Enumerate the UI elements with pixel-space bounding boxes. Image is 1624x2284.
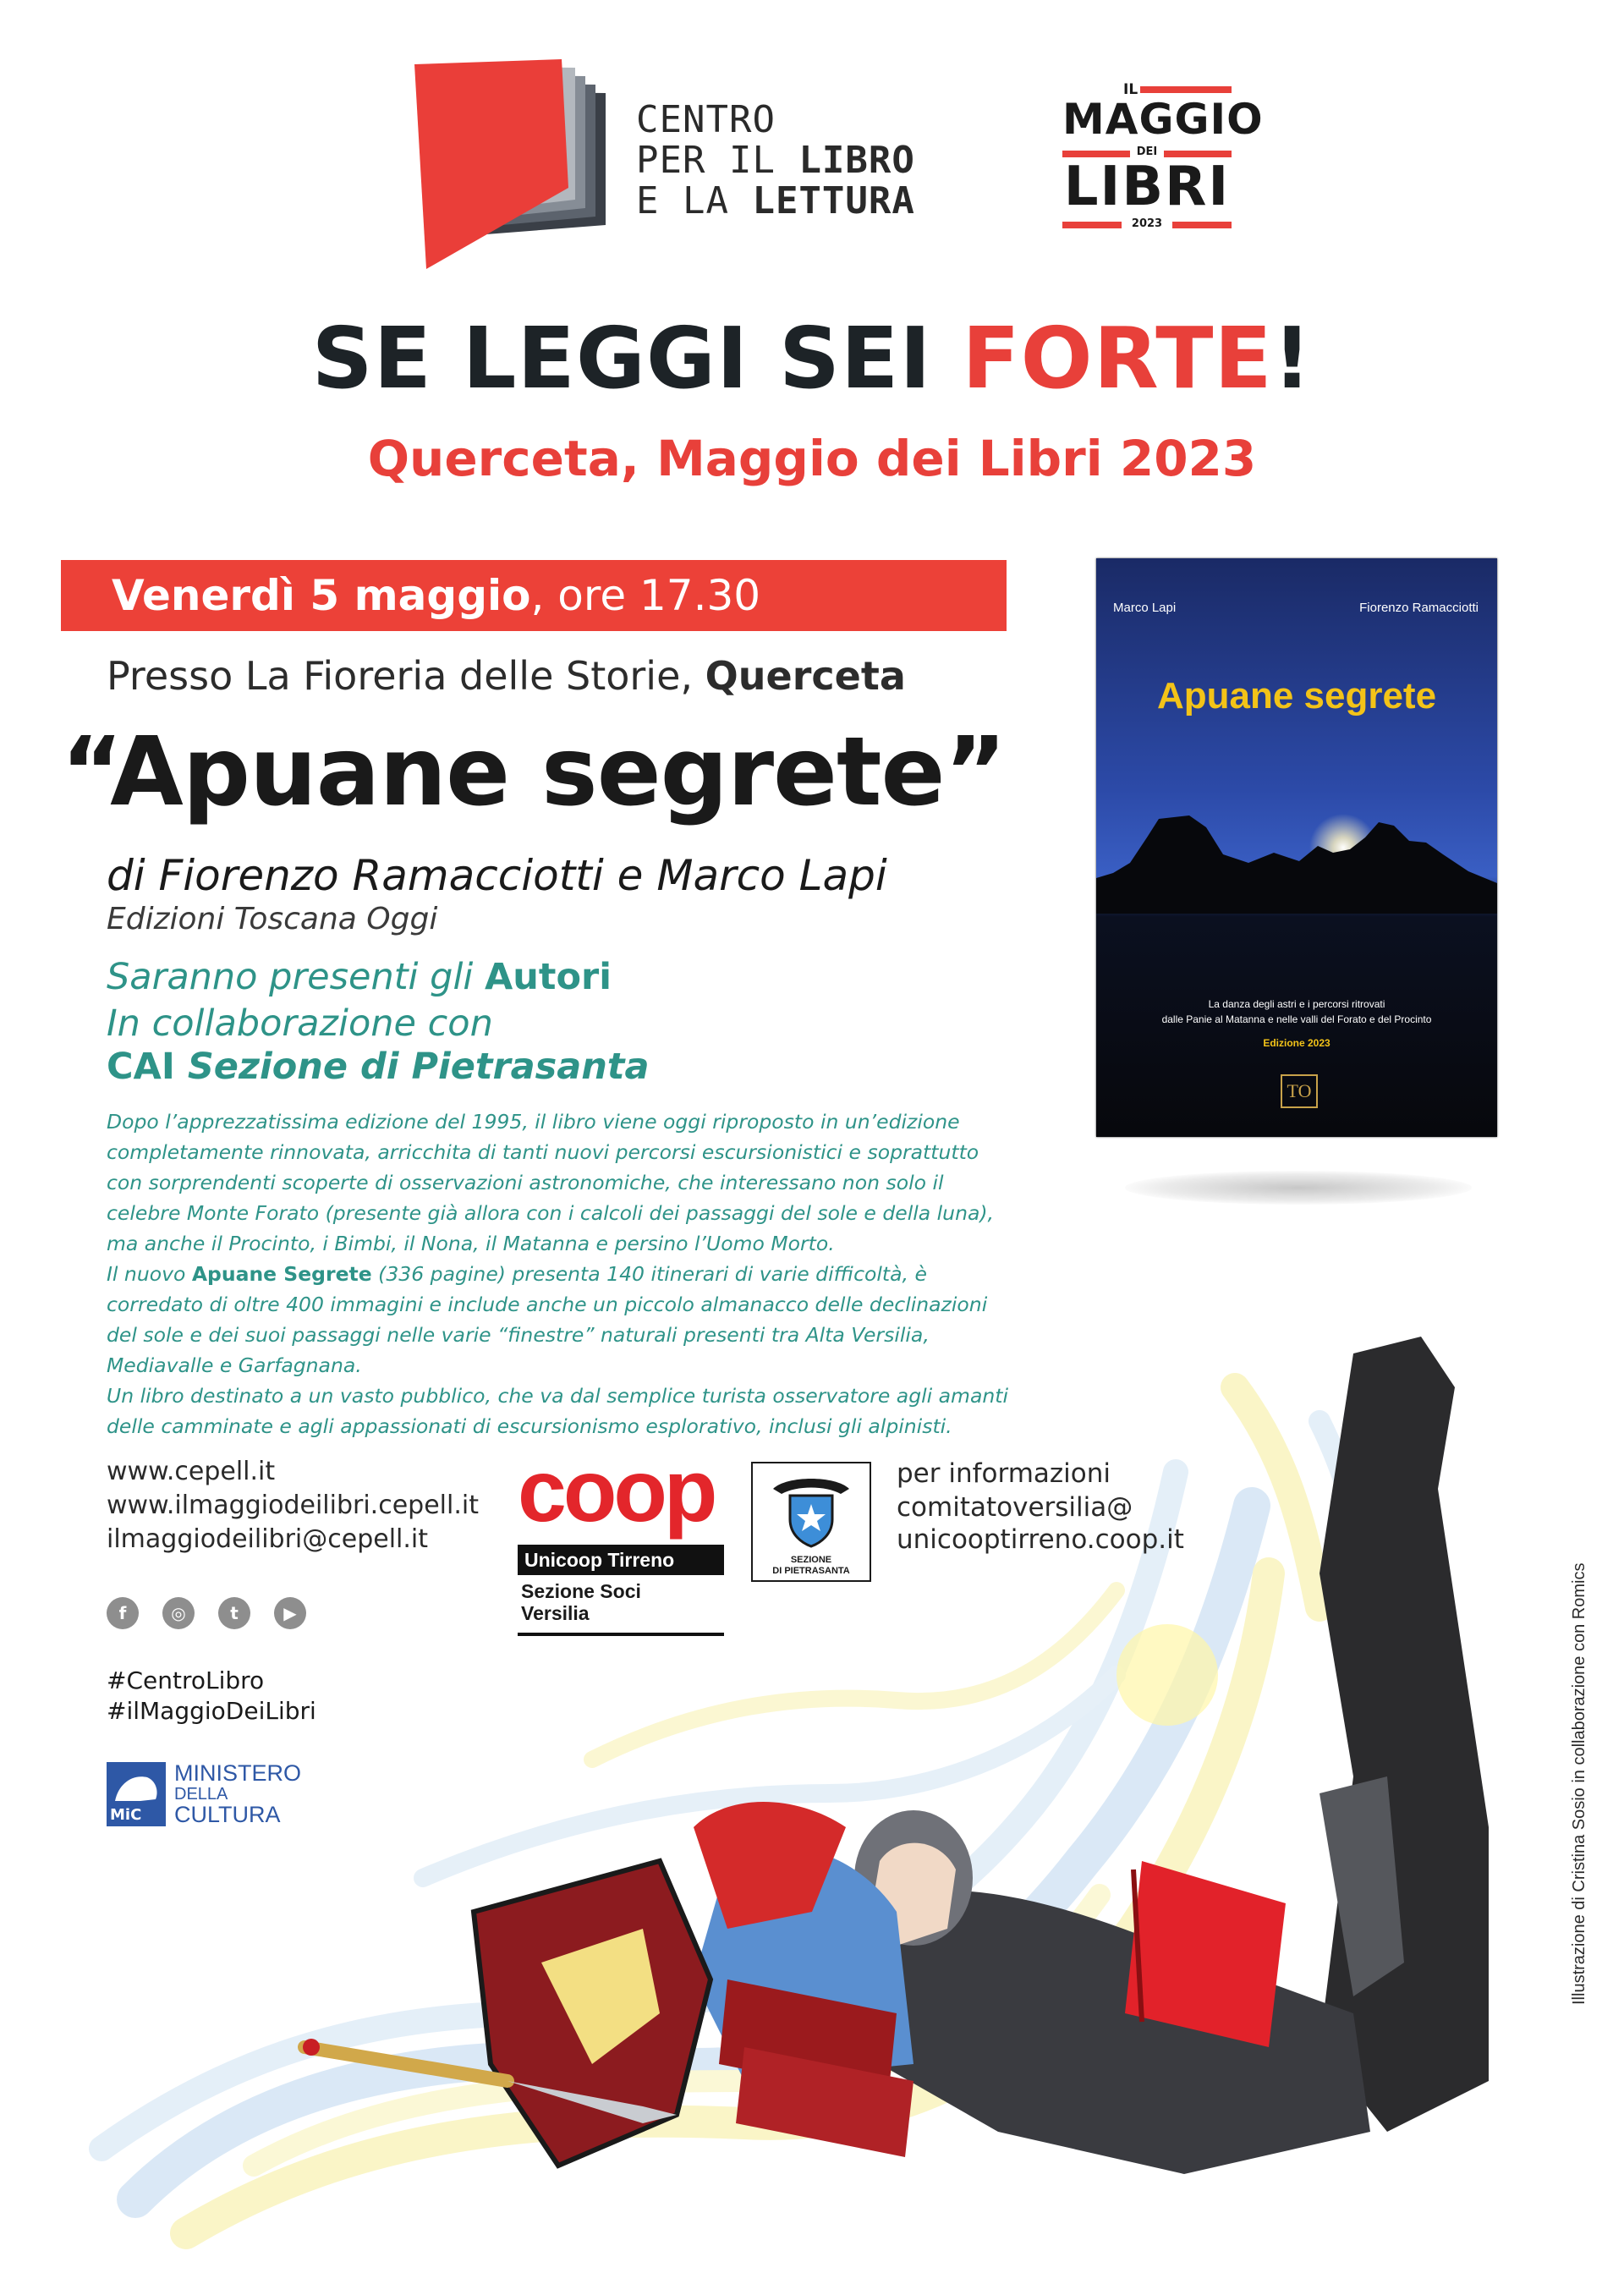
cover-author-right: Fiorenzo Ramacciotti: [1359, 601, 1479, 615]
coop-band: Unicoop Tirreno: [518, 1545, 724, 1575]
link-maggiodeilibri[interactable]: www.ilmaggiodeilibri.cepell.it: [107, 1491, 479, 1520]
youtube-icon[interactable]: ▶: [274, 1597, 306, 1629]
book-publisher: Edizioni Toscana Oggi: [107, 902, 438, 936]
link-cepell[interactable]: www.cepell.it: [107, 1457, 276, 1486]
info-email[interactable]: comitatoversilia@: [897, 1492, 1133, 1523]
description-paragraph: Il nuovo Apuane Segrete (336 pagine) presenta 140 itinerari di varie difficoltà, è corredato di oltre 400 immagini e include anche un piccolo almanacco delle declinazioni del sole e dei suoi passaggi nelle varie “finestre” naturali presenti tra Alta Versilia, Mediavalle e Garfagnana.: [107, 1262, 988, 1377]
cover-subtitle: La danza degli astri e i percorsi ritrovati dalle Panie al Matanna e nelle valli del Forato e del Procinto: [1161, 998, 1432, 1025]
cepell-line3: E LA LETTURA: [636, 179, 915, 222]
ministry-text: MINISTERO DELLA CULTURA: [174, 1760, 302, 1827]
logo-maggio: MAGGIO: [1062, 95, 1264, 144]
coop-rule: [518, 1633, 724, 1636]
info-label: per informazioni: [897, 1458, 1111, 1489]
cepell-line2: PER IL LIBRO: [636, 139, 915, 182]
cover-edition: Edizione 2023: [1263, 1037, 1330, 1049]
cover-title: Apuane segrete: [1156, 675, 1437, 716]
event-date: Venerdì 5 maggio, ore 17.30: [112, 571, 761, 620]
cepell-logo: [414, 59, 956, 279]
twitter-icon[interactable]: t: [218, 1597, 250, 1629]
coop-logo: [518, 1442, 726, 1639]
info-email[interactable]: unicooptirreno.coop.it: [897, 1524, 1184, 1555]
cover-mountains-image: [1096, 812, 1497, 914]
book-title: “Apuane segrete”: [61, 717, 1007, 827]
book-shadow: [1125, 1171, 1472, 1205]
facebook-icon[interactable]: f: [107, 1597, 139, 1629]
cai-badge-text: SEZIONE DI PIETRASANTA: [772, 1555, 850, 1576]
instagram-icon[interactable]: ◎: [162, 1597, 195, 1629]
book-cover: [1096, 558, 1497, 1137]
authors-present: Saranno presenti gli Autori: [107, 956, 612, 998]
cepell-book-icon: [414, 59, 617, 279]
logo-dei: DEI: [1136, 145, 1158, 158]
description-paragraph: Un libro destinato a un vasto pubblico, che va dal semplice turista osservatore agli amanti delle camminate e agli appassionati di escursionismo esplorativo, inclusi gli alpinisti.: [107, 1384, 1008, 1438]
illustration-credit: Illustrazione di Cristina Sosio in collaborazione con Romics: [1570, 1562, 1588, 2005]
logo-bar: [1140, 86, 1232, 93]
coop-section: Versilia: [521, 1602, 590, 1624]
cover-publisher-logo: TO: [1281, 1074, 1318, 1108]
cai-badge: [751, 1462, 871, 1582]
cepell-line1: CENTRO: [636, 98, 776, 141]
maggio-dei-libri-logo: [1062, 80, 1264, 232]
coop-section: Sezione Soci: [521, 1580, 641, 1602]
ministry-of-culture-logo: [107, 1762, 318, 1831]
hashtag-maggiodeilibri: #ilMaggioDeiLibri: [107, 1697, 316, 1725]
description-paragraph: Dopo l’apprezzatissima edizione del 1995, il libro viene oggi riproposto in un’edizione completamente rinnovata, arricchita di tanti nuovi percorsi escursionistici e soprattutto con sorprendenti scoperte di osservazioni astronomiche, che interessano non solo il celebre Monte Forato (presente già allora con i calcoli dei passaggi del sole e della luna), ma anche il Procinto, i Bimbi, il Nona, il Matanna e persino l’Uomo Morto.: [107, 1110, 994, 1255]
logo-il: IL: [1123, 81, 1138, 98]
cai-section: CAI Sezione di Pietrasanta: [107, 1046, 650, 1088]
cai-emblem-icon: [753, 1463, 870, 1553]
hashtag-centrolibro: #CentroLibro: [107, 1666, 265, 1694]
collaboration-label: In collaborazione con: [107, 1002, 493, 1045]
cover-author-left: Marco Lapi: [1113, 601, 1177, 615]
date-banner: [61, 560, 1007, 631]
link-email[interactable]: ilmaggiodeilibri@cepell.it: [107, 1524, 429, 1554]
book-authors: di Fiorenzo Ramacciotti e Marco Lapi: [107, 851, 887, 900]
headline: SE LEGGI SEI FORTE!: [311, 309, 1313, 408]
event-venue: Presso La Fioreria delle Storie, Querceta: [107, 653, 906, 699]
mic-mark-icon: MiC: [107, 1762, 166, 1826]
coop-wordmark: coop: [518, 1442, 715, 1540]
logo-year: 2023: [1131, 217, 1163, 230]
subheadline: Querceta, Maggio dei Libri 2023: [367, 430, 1257, 487]
logo-libri: LIBRI: [1063, 156, 1231, 218]
